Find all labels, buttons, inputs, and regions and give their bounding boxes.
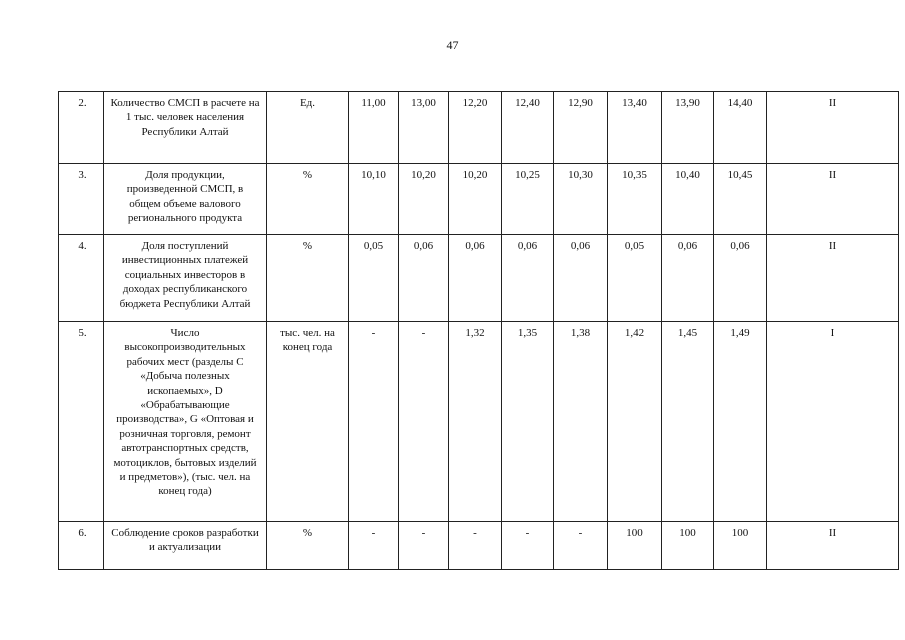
- value-cell: 12,40: [502, 92, 554, 164]
- indicators-table: [58, 91, 899, 570]
- unit-cell: Ед.: [267, 92, 349, 164]
- row-number-cell: 2.: [59, 92, 104, 164]
- indicator-name-cell: Соблюдение сроков разработки и актуализации: [104, 522, 267, 570]
- value-cell: -: [502, 522, 554, 570]
- table-row: [59, 235, 899, 322]
- value-cell: 100: [662, 522, 714, 570]
- table-row: [59, 164, 899, 235]
- value-cell: 0,05: [349, 235, 399, 322]
- row-number-cell: 3.: [59, 164, 104, 235]
- value-cell: 11,00: [349, 92, 399, 164]
- table-row: [59, 522, 899, 570]
- row-number-cell: 5.: [59, 322, 104, 522]
- value-cell: 1,45: [662, 322, 714, 522]
- value-cell: 0,05: [608, 235, 662, 322]
- value-cell: 13,40: [608, 92, 662, 164]
- value-cell: 10,45: [714, 164, 767, 235]
- value-cell: 1,32: [449, 322, 502, 522]
- value-cell: 10,20: [399, 164, 449, 235]
- row-number-cell: 6.: [59, 522, 104, 570]
- indicator-name-cell: Число высокопроизводительных рабочих мест (разделы C «Добыча полезных ископаемых», D «Обрабатывающие производства», G «Оптовая и розничная торговля, ремонт автотранспортных средств, мотоциклов, бытовых изделий и предметов»), (тыс. чел. на конец года): [104, 322, 267, 522]
- value-cell: 10,25: [502, 164, 554, 235]
- category-cell: II: [767, 92, 899, 164]
- value-cell: 0,06: [554, 235, 608, 322]
- value-cell: -: [349, 322, 399, 522]
- category-cell: II: [767, 164, 899, 235]
- indicator-name-cell: Количество СМСП в расчете на 1 тыс. человек населения Республики Алтай: [104, 92, 267, 164]
- category-cell: I: [767, 322, 899, 522]
- value-cell: 1,35: [502, 322, 554, 522]
- indicator-name-cell: Доля поступлений инвестиционных платежей социальных инвесторов в доходах республиканского бюджета Республики Алтай: [104, 235, 267, 322]
- page-number: 47: [446, 38, 459, 52]
- table-row: [59, 92, 899, 164]
- value-cell: 1,38: [554, 322, 608, 522]
- value-cell: 1,42: [608, 322, 662, 522]
- value-cell: -: [554, 522, 608, 570]
- value-cell: -: [399, 522, 449, 570]
- value-cell: -: [449, 522, 502, 570]
- value-cell: 13,00: [399, 92, 449, 164]
- value-cell: 100: [714, 522, 767, 570]
- indicator-name-cell: Доля продукции, произведенной СМСП, в общем объеме валового регионального продукта: [104, 164, 267, 235]
- category-cell: II: [767, 235, 899, 322]
- unit-cell: %: [267, 164, 349, 235]
- value-cell: 12,90: [554, 92, 608, 164]
- category-cell: II: [767, 522, 899, 570]
- value-cell: 12,20: [449, 92, 502, 164]
- row-number-cell: 4.: [59, 235, 104, 322]
- value-cell: 0,06: [662, 235, 714, 322]
- value-cell: 10,40: [662, 164, 714, 235]
- value-cell: -: [349, 522, 399, 570]
- value-cell: 10,30: [554, 164, 608, 235]
- unit-cell: %: [267, 235, 349, 322]
- value-cell: 0,06: [399, 235, 449, 322]
- table-body: [59, 92, 899, 570]
- value-cell: -: [399, 322, 449, 522]
- value-cell: 10,20: [449, 164, 502, 235]
- unit-cell: %: [267, 522, 349, 570]
- value-cell: 0,06: [449, 235, 502, 322]
- value-cell: 10,35: [608, 164, 662, 235]
- unit-cell: тыс. чел. на конец года: [267, 322, 349, 522]
- value-cell: 0,06: [714, 235, 767, 322]
- value-cell: 10,10: [349, 164, 399, 235]
- value-cell: 100: [608, 522, 662, 570]
- value-cell: 1,49: [714, 322, 767, 522]
- value-cell: 14,40: [714, 92, 767, 164]
- value-cell: 0,06: [502, 235, 554, 322]
- value-cell: 13,90: [662, 92, 714, 164]
- table-row: [59, 322, 899, 522]
